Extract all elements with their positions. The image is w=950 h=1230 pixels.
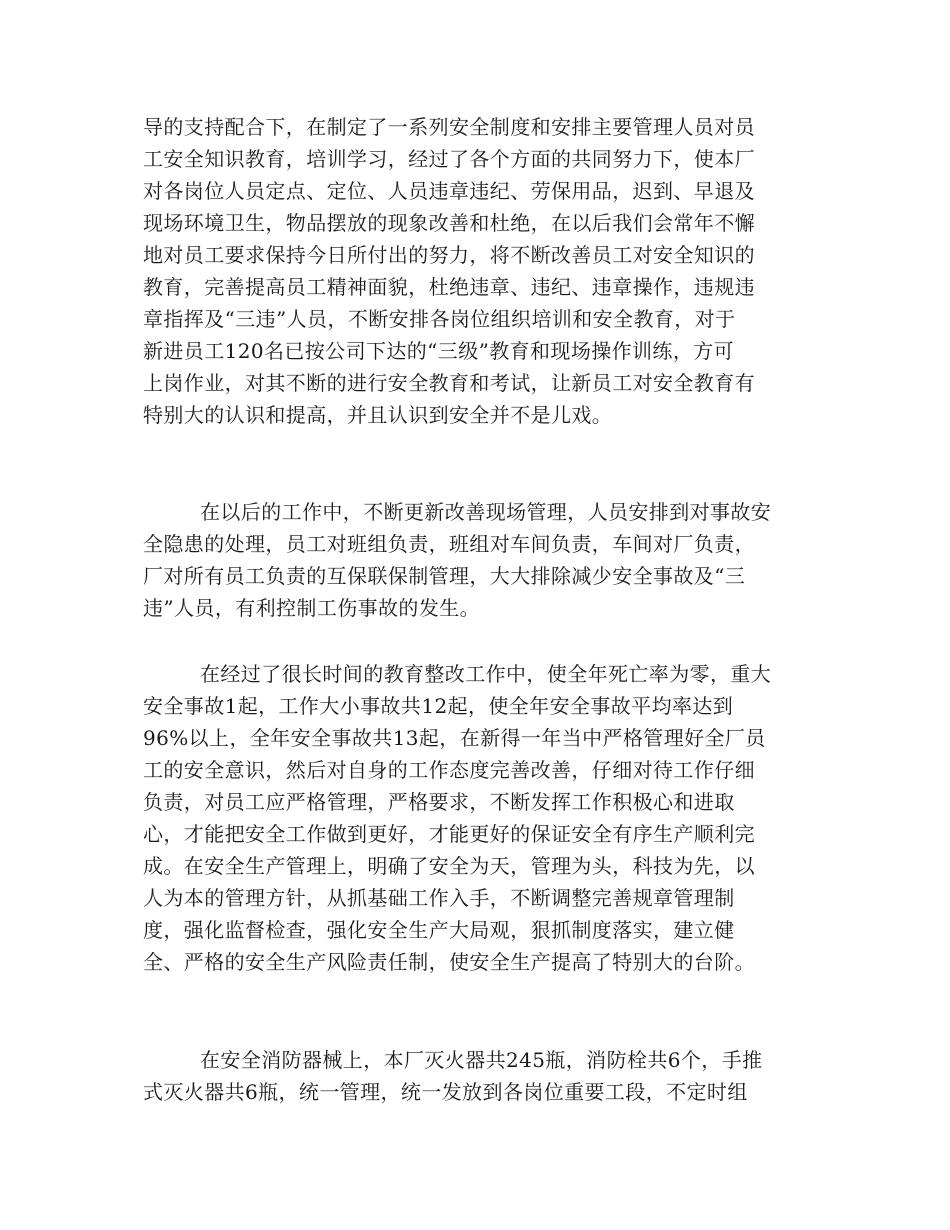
paragraph-line: 人为本的管理方针，从抓基础工作入手，不断调整完善规章管理制 <box>143 886 735 910</box>
paragraph-line: 教育，完善提高员工精神面貌，杜绝违章、违纪、违章操作，违规违 <box>143 275 755 299</box>
paragraph-4 <box>143 1044 823 1108</box>
paragraph-line: 安全事故1起，工作大小事故共12起，使全年安全事故平均率达到 <box>143 694 734 718</box>
paragraph-line: 导的支持配合下，在制定了一系列安全制度和安排主要管理人员对员 <box>143 115 755 139</box>
paragraph-line: 现场环境卫生，物品摆放的现象改善和杜绝，在以后我们会常年不懈 <box>143 211 755 235</box>
paragraph-line: 违”人员，有利控制工伤事故的发生。 <box>143 596 481 620</box>
paragraph-line: 厂对所有员工负责的互保联保制管理，大大排除减少安全事故及“三 <box>143 564 746 588</box>
paragraph-line: 全、严格的安全生产风险责任制，使安全生产提高了特别大的台阶。 <box>143 950 755 974</box>
paragraph-line: 在安全消防器械上，本厂灭火器共245瓶，消防栓共6个，手推 <box>200 1048 763 1072</box>
paragraph-line: 新进员工120名已按公司下达的“三级”教育和现场操作训练，方可 <box>143 339 735 363</box>
paragraph-line: 成。在安全生产管理上，明确了安全为天，管理为头，科技为先，以 <box>143 854 755 878</box>
paragraph-line: 上岗作业，对其不断的进行安全教育和考试，让新员工对安全教育有 <box>143 371 755 395</box>
paragraph-line: 工的安全意识，然后对自身的工作态度完善改善，仔细对待工作仔细 <box>143 758 755 782</box>
paragraph-line: 96%以上，全年安全事故共13起，在新得一年当中严格管理好全厂员 <box>143 726 766 750</box>
paragraph-line: 式灭火器共6瓶，统一管理，统一发放到各岗位重要工段，不定时组 <box>143 1080 748 1104</box>
paragraph-line: 负责，对员工应严格管理，严格要求，不断发挥工作积极心和进取 <box>143 790 735 814</box>
paragraph-line: 对各岗位人员定点、定位、人员违章违纪、劳保用品，迟到、早退及 <box>143 179 755 203</box>
paragraph-line: 工安全知识教育，培训学习，经过了各个方面的共同努力下，使本厂 <box>143 147 755 171</box>
paragraph-3 <box>143 658 823 978</box>
paragraph-line: 度，强化监督检查，强化安全生产大局观，狠抓制度落实，建立健 <box>143 918 735 942</box>
paragraph-line: 在以后的工作中，不断更新改善现场管理，人员安排到对事故安 <box>200 500 772 524</box>
paragraph-line: 特别大的认识和提高，并且认识到安全并不是儿戏。 <box>143 403 613 427</box>
paragraph-line: 地对员工要求保持今日所付出的努力，将不断改善员工对安全知识的 <box>143 243 755 267</box>
paragraph-2 <box>143 496 823 624</box>
paragraph-line: 全隐患的处理，员工对班组负责，班组对车间负责，车间对厂负责， <box>143 532 755 556</box>
paragraph-line: 在经过了很长时间的教育整改工作中，使全年死亡率为零，重大 <box>200 662 772 686</box>
paragraph-1 <box>143 111 823 431</box>
paragraph-line: 心，才能把安全工作做到更好，才能更好的保证安全有序生产顺利完 <box>143 822 755 846</box>
paragraph-line: 章指挥及“三违”人员，不断安排各岗位组织培训和安全教育，对于 <box>143 307 736 331</box>
